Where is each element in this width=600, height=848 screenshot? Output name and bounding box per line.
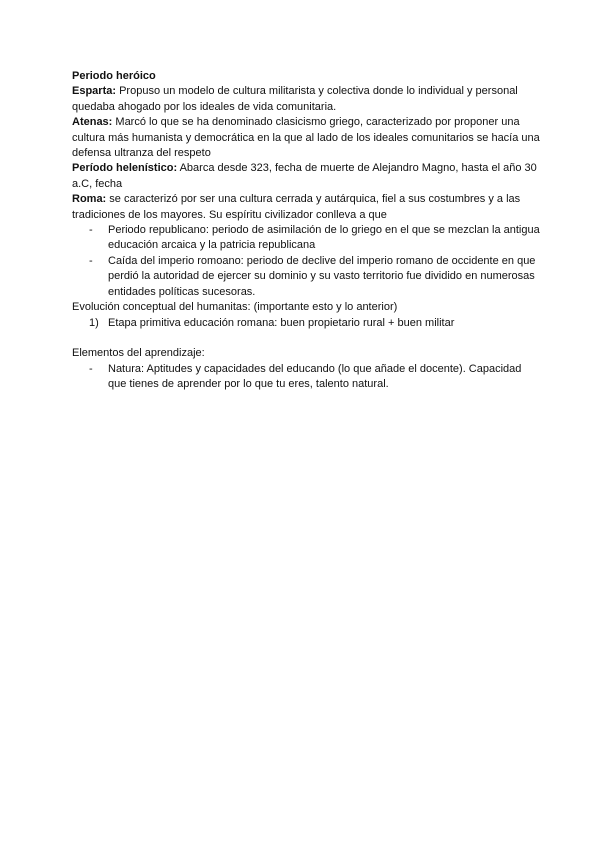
- list-item-text: Periodo republicano: periodo de asimilación de lo griego en el que se mezclan la antigua educación arcaica y la patricia republicana: [108, 224, 540, 252]
- list-item-text: Etapa primitiva educación romana: buen propietario rural + buen militar: [108, 316, 455, 329]
- text-helenistico: Abarca desde 323, fecha de muerte de Alejandro Magno, hasta el año 30 a.C, fecha: [72, 162, 537, 190]
- list-item: [72, 316, 540, 331]
- list-item: [72, 223, 540, 254]
- blank-line: [72, 331, 540, 346]
- list-marker: -: [89, 362, 93, 375]
- list-marker: -: [89, 224, 93, 237]
- paragraph-helenistico: [72, 161, 540, 192]
- list-marker: 1): [89, 316, 99, 329]
- elementos-list: [72, 362, 540, 393]
- paragraph-elementos: Elementos del aprendizaje:: [72, 347, 205, 360]
- list-item-text: Natura: Aptitudes y capacidades del educando (lo que añade el docente). Capacidad que tienes de aprender por lo que tu eres, talento natural.: [108, 362, 522, 391]
- label-helenistico: Período helenístico:: [72, 162, 178, 175]
- list-item: [72, 362, 540, 393]
- text-roma: se caracterizó por ser una cultura cerrada y autárquica, fiel a sus costumbres y a las tradiciones de los mayores. Su espíritu civilizador conlleva a que: [72, 193, 521, 221]
- text-esparta: Propuso un modelo de cultura militarista y colectiva donde lo individual y personal quedaba ahogado por los ideales de vida comunitaria.: [72, 85, 518, 113]
- roma-list: [72, 223, 540, 300]
- text-atenas: Marcó lo que se ha denominado clasicismo griego, caracterizado por proponer una cultura más humanista y democrática en la que al lado de los ideales comunitarios se hacía una defensa ultranza del respeto: [72, 116, 540, 160]
- paragraph-roma: [72, 192, 540, 223]
- evolucion-list: [72, 316, 540, 331]
- list-item: [72, 254, 540, 300]
- heading-periodo-heroico: Periodo heróico: [72, 70, 156, 82]
- label-atenas: Atenas:: [72, 116, 113, 129]
- paragraph-evolucion: Evolución conceptual del humanitas: (importante esto y lo anterior): [72, 301, 398, 314]
- list-marker: -: [89, 254, 93, 267]
- label-esparta: Esparta:: [72, 85, 117, 98]
- label-roma: Roma:: [72, 193, 107, 206]
- paragraph-esparta: [72, 84, 540, 115]
- paragraph-atenas: [72, 115, 540, 161]
- list-item-text: Caída del imperio romoano: periodo de declive del imperio romano de occidente en que perdió la autoridad de ejercer su dominio y su vasto territorio fue dividido en numerosas entidades políticas sucesoras.: [108, 254, 536, 298]
